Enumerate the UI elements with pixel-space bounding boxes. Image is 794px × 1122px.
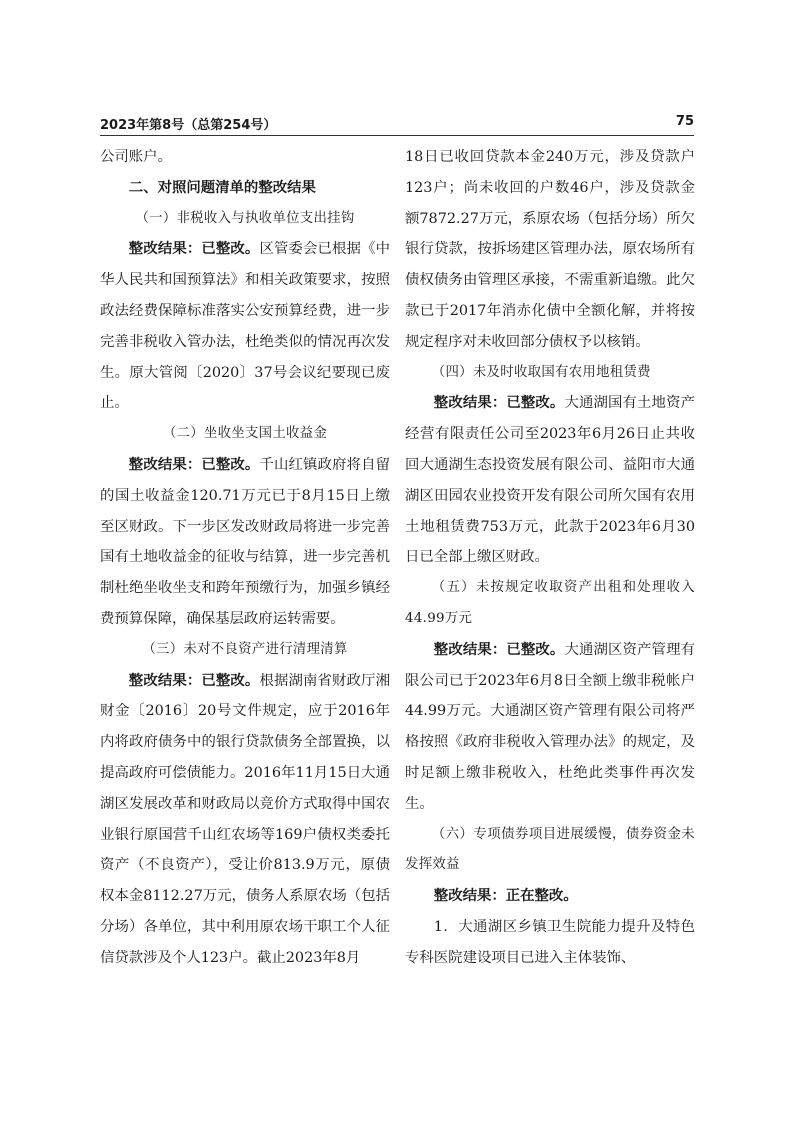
- page-header: [100, 114, 694, 134]
- issue-label: 2023年第8号（总第254号）: [100, 118, 277, 133]
- paragraph-3: 整改结果：已整改。根据湖南省财政厅湘财金〔2016〕20号文件规定，应于2016年内将政府债务中的银行贷款债务全部置换，以提高政府可偿债能力。2016年11月15日大通湖区发展改革和财政局以竞价方式取得中国农业银行原国营千山红农场等169户债权类委托资产（不良资产），受让价813.9万元，原债权本金8112.27万元，债务人系原农场（包括分场）各单位，其中利用原农场干职工个人征信贷款涉及个人123户。截止2023年8月: [100, 672, 390, 966]
- page-number: 75: [675, 114, 694, 129]
- subheading-1: （一）非税收入与执收单位支出挂钩: [135, 210, 355, 226]
- section-heading: 二、对照问题清单的整改结果: [128, 179, 316, 196]
- paragraph-5: 整改结果：已整改。大通湖区资产管理有限公司已于2023年6月8日全额上缴非税帐户44.99万元。大通湖区资产管理有限公司将严格按照《政府非税收入管理办法》的规定，及时足额上缴非税收入，杜绝此类事件再次发生。: [405, 641, 695, 812]
- continuation-text: 公司账户。: [100, 149, 172, 165]
- subheading-6: （六）专项债券项目进展缓慢，债券资金未发挥效益: [405, 826, 695, 873]
- paragraph-6: 整改结果：正在整改。: [433, 888, 578, 905]
- subheading-3: （三）未对不良资产进行清理清算: [142, 641, 348, 657]
- paragraph-2: 整改结果：已整改。千山红镇政府将自留的国土收益金120.71万元已于8月15日上缴至区财政。下一步区发改财政局将进一步完善国有土地收益金的征收与结算，进一步完善机制杜绝坐收坐支和跨年预缴行为，加强乡镇经费预算保障，确保基层政府运转需要。: [100, 456, 390, 627]
- subheading-2: （二）坐收坐支国土收益金: [162, 426, 328, 442]
- left-column: [100, 142, 390, 974]
- header-rule: [100, 135, 694, 136]
- right-column: [405, 142, 695, 974]
- paragraph-4: 整改结果：已整改。大通湖国有土地资产经营有限责任公司至2023年6月26日止共收回大通湖生态投资发展有限公司、益阳市大通湖区田园农业投资开发有限公司所欠国有农用土地租赁费753万元，此款于2023年6月30日已全部上缴区财政。: [405, 395, 695, 566]
- subheading-5: （五）未按规定收取资产出租和处理收入44.99万元: [405, 580, 695, 626]
- paragraph-1: 整改结果：已整改。区管委会已根据《中华人民共和国预算法》和相关政策要求，按照政法经费保障标准落实公安预算经费，进一步完善非税收入管办法，杜绝类似的情况再次发生。原大管阅〔2020〕37号会议纪要现已废止。: [100, 241, 390, 412]
- paragraph-7: 1．大通湖区乡镇卫生院能力提升及特色专科医院建设项目已进入主体装饰、: [405, 918, 695, 966]
- continuation-text: 18日已收回贷款本金240万元，涉及贷款户123户；尚未收回的户数46户，涉及贷款金额7872.27万元，系原农场（包括分场）所欠银行贷款，按拆场建区管理办法，原农场所有债权债务由管理区承接，不需重新追缴。此欠款已于2017年消赤化债中全额化解，并将按规定程序对未收回部分债权予以核销。: [405, 149, 695, 350]
- subheading-4: （四）未及时收取国有农用地租赁费: [431, 364, 651, 380]
